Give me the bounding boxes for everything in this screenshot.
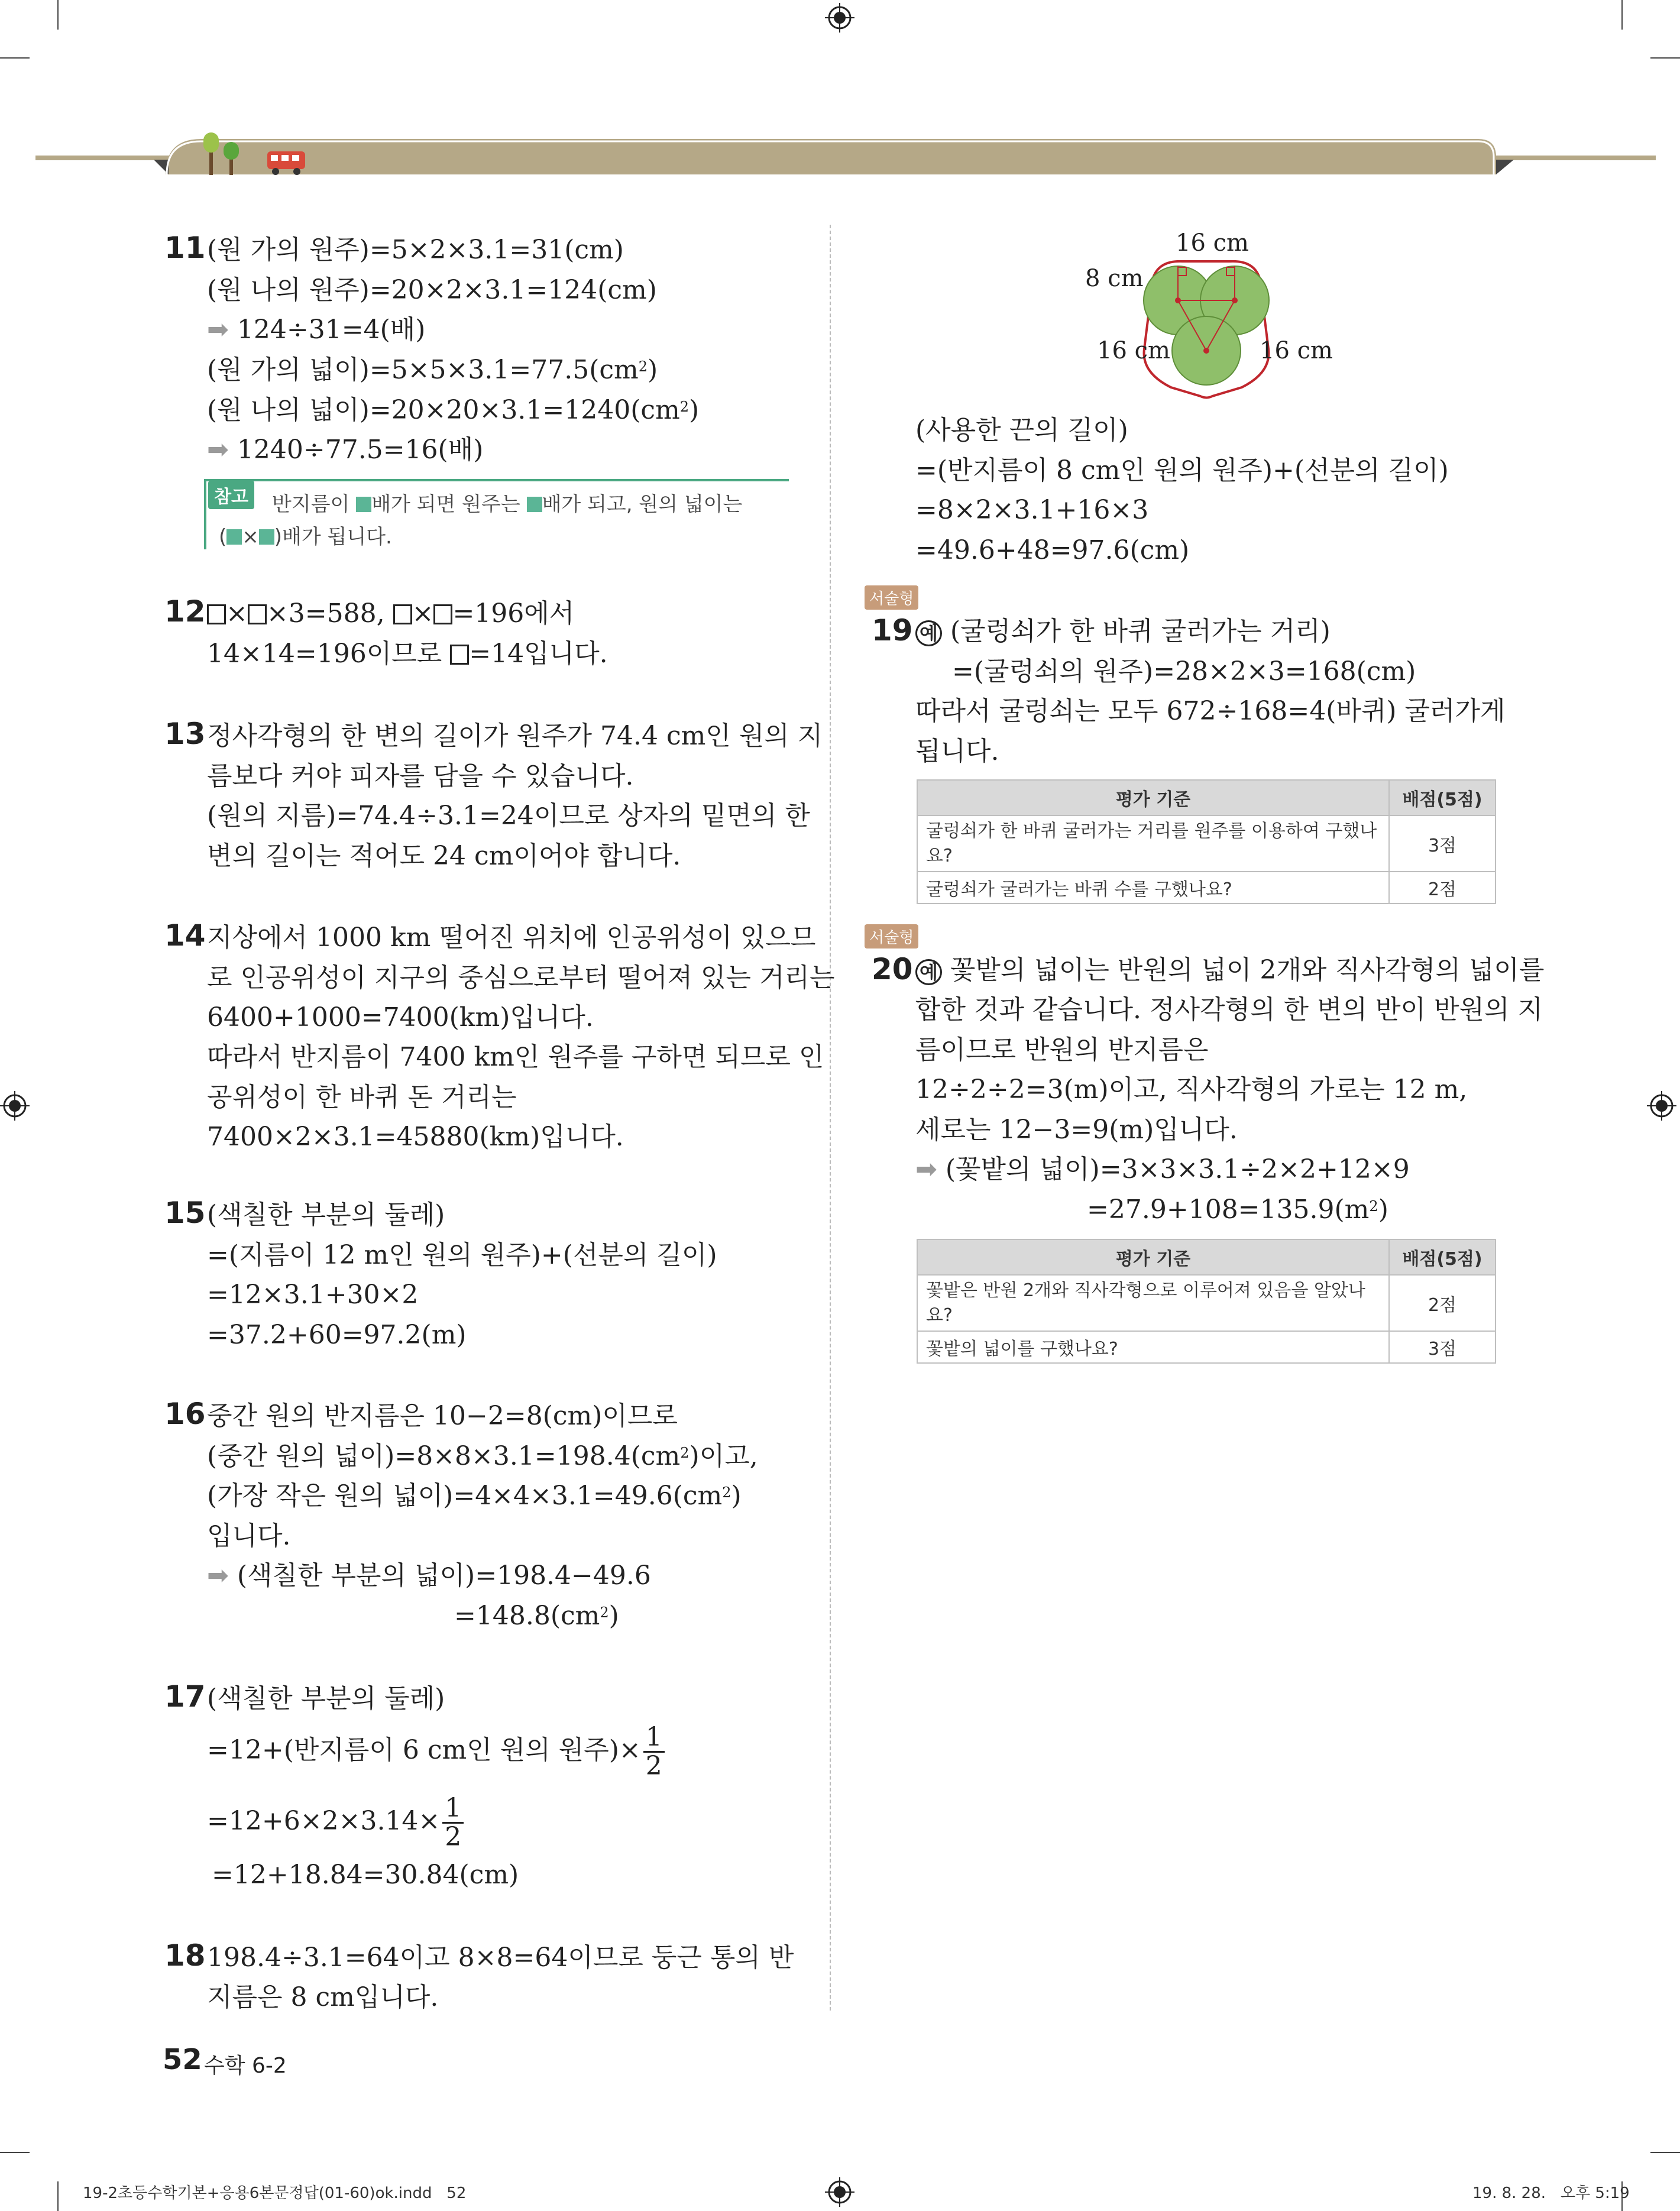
text-line: 공위성이 한 바퀴 돈 거리는 [207,1082,517,1112]
table-header: 평가 기준 [917,780,1389,815]
text-line: (색칠한 부분의 둘레) [207,1200,445,1230]
column-divider [830,225,831,2011]
text-line: =8×2×3.1+16×3 [915,495,1149,525]
problem-number: 17 [164,1679,206,1714]
text-line: 중간 원의 반지름은 10−2=8(cm)이므로 [207,1401,678,1431]
text-line: =49.6+48=97.6(cm) [915,535,1190,565]
text-line: 예 꽃밭의 넓이는 반원의 넓이 2개와 직사각형의 넓이를 [915,954,1544,989]
text-line: =12×3.1+30×2 [207,1280,419,1310]
grading-table [917,779,1496,904]
problem-number: 14 [164,918,206,953]
text-line: × ×3=588, × =196에서 [207,597,574,630]
text-line: $=27.9+108=135.9(m^2)$ [1087,1194,1388,1225]
text-line: 14×14=196이므로 =14입니다. [207,639,608,669]
text-line: 12÷2÷2=3(m)이고, 직사각형의 가로는 12 m, [915,1074,1468,1105]
text-line: 로 인공위성이 지구의 중심으로부터 떨어져 있는 거리는 [207,963,835,993]
text-line: =(지름이 12 m인 원의 원주)+(선분의 길이) [207,1240,717,1270]
text-line: 름보다 커야 피자를 담을 수 있습니다. [207,761,634,791]
text-line: =12+(반지름이 6 cm인 원의 원주)× $\frac{1}{2}$ [207,1718,667,1783]
figure-label: 16 cm [1260,337,1333,364]
text-line: (원 가의 원주)=5×2×3.1=31(cm) [207,235,624,265]
note-text: 반지름이 배가 되면 원주는 배가 되고, 원의 넓이는 [272,493,743,516]
text-line: =37.2+60=97.2(m) [207,1320,467,1350]
text-line: 6400+1000=7400(km)입니다. [207,1002,594,1032]
text-line: (원 가의 넓이)$=5\times 5\times 3.1=77.5(cm^2)$ [207,355,658,385]
text-line: (원 나의 원주)=20×2×3.1=124(cm) [207,275,657,305]
text-line: 7400×2×3.1=45880(km)입니다. [207,1122,624,1152]
table-cell: 꽃밭의 넓이를 구했나요? [917,1331,1389,1363]
text-line: 합한 것과 같습니다. 정사각형의 한 변의 반이 반원의 지 [915,995,1543,1025]
text-line: (원의 지름)=74.4÷3.1=24이므로 상자의 밑면의 한 [207,801,810,831]
table-header: 배점(5점) [1389,780,1496,815]
grading-table [917,1239,1496,1364]
book-title: 수학 6-2 [204,2054,287,2078]
text-line: 정사각형의 한 변의 길이가 원주가 74.4 cm인 원의 지 [207,721,823,751]
arrow-right-icon: ➡ [207,1561,229,1591]
bus-icon [266,149,307,177]
text-line: 지상에서 1000 km 떨어진 위치에 인공위성이 있으므 [207,922,816,953]
text-line: 름이므로 반원의 반지름은 [915,1035,1209,1065]
registration-mark-icon [825,3,854,33]
text-line: ➡ (색칠한 부분의 넓이)=198.4−49.6 [207,1561,651,1591]
text-line: ➡ (꽃밭의 넓이)=3×3×3.1÷2×2+12×9 [915,1154,1410,1184]
text-line: 따라서 반지름이 7400 km인 원주를 구하면 되므로 인 [207,1042,824,1072]
problem-number: 11 [164,231,206,265]
registration-mark-icon [825,2177,854,2207]
problem-number: 15 [164,1196,206,1230]
text-line: =(반지름이 8 cm인 원의 원주)+(선분의 길이) [915,455,1449,485]
fraction: $\frac{1}{2}$ [442,1795,464,1851]
text-line: =12+6×2×3.14× $\frac{1}{2}$ [207,1789,466,1854]
problem-number: 12 [164,594,206,629]
three-circles-figure [1124,254,1301,402]
problem-number: 16 [164,1397,206,1431]
text-line: 예 (굴렁쇠가 한 바퀴 굴러가는 거리) [915,615,1331,650]
text-line: 세로는 12−3=9(m)입니다. [915,1115,1238,1145]
problem-number: 20 [872,952,913,986]
table-cell: 3점 [1389,815,1496,872]
text-line: (색칠한 부분의 둘레) [207,1684,445,1714]
table-cell: 굴렁쇠가 한 바퀴 굴러가는 거리를 원주를 이용하여 구했나요? [917,815,1389,872]
tree-icon [196,129,255,176]
text-line: 198.4÷3.1=64이고 8×8=64이므로 둥근 통의 반 [207,1943,794,1973]
table-cell: 굴렁쇠가 굴러가는 바퀴 수를 구했나요? [917,872,1389,904]
figure-label: 8 cm [1085,265,1144,292]
note-text: ( × )배가 됩니다. [219,525,392,549]
text-line: 변의 길이는 적어도 24 cm이어야 합니다. [207,841,681,871]
text-line: 따라서 굴렁쇠는 모두 672÷168=4(바퀴) 굴러가게 [915,696,1506,726]
text-line: 됩니다. [915,736,999,766]
text-line: 입니다. [207,1521,291,1551]
file-name: 19-2초등수학기본+응용6본문정답(01-60)ok.indd 52 [83,2184,467,2202]
text-line: (사용한 끈의 길이) [915,415,1128,445]
page-number: 52 [163,2043,202,2076]
text-line: 지름은 8 cm입니다. [207,1982,439,2012]
arrow-right-icon: ➡ [207,315,229,345]
text-line: $=148.8(cm^2)$ [454,1601,619,1631]
descriptive-badge: 서술형 [865,924,918,949]
table-cell: 3점 [1389,1331,1496,1363]
figure-label: 16 cm [1097,337,1170,364]
note-tag: 참고 [208,481,254,509]
text-line: (원 나의 넓이)$=20\times 20\times 3.1=1240(cm^2)$ [207,395,700,425]
figure-label: 16 cm [1176,229,1249,257]
problem-number: 19 [872,613,913,648]
text-line: ➡ 124÷31=4(배) [207,315,426,345]
text-line: =12+18.84=30.84(cm) [212,1860,519,1890]
table-cell: 2점 [1389,872,1496,904]
registration-mark-icon [0,1091,30,1121]
table-cell: 꽃밭은 반원 2개와 직사각형으로 이루어져 있음을 알았나요? [917,1275,1389,1331]
table-cell: 2점 [1389,1275,1496,1331]
table-header: 평가 기준 [917,1239,1389,1275]
arrow-right-icon: ➡ [207,435,229,465]
text-line: (중간 원의 넓이)$=8\times 8\times 3.1=198.4(cm^2)$이고, [207,1441,758,1471]
table-header: 배점(5점) [1389,1239,1496,1275]
text-line: (가장 작은 원의 넓이)$=4\times 4\times 3.1=49.6(cm^2)$ [207,1481,742,1511]
descriptive-badge: 서술형 [865,585,918,610]
problem-number: 13 [164,717,206,751]
arrow-right-icon: ➡ [915,1154,937,1184]
text-line: =(굴렁쇠의 원주)=28×2×3=168(cm) [952,656,1416,687]
problem-number: 18 [164,1938,206,1973]
registration-mark-icon [1647,1091,1676,1121]
text-line: ➡ 1240÷77.5=16(배) [207,435,484,465]
print-date: 19. 8. 28. 오후 5:19 [1472,2184,1630,2202]
fraction: $\frac{1}{2}$ [643,1724,665,1780]
